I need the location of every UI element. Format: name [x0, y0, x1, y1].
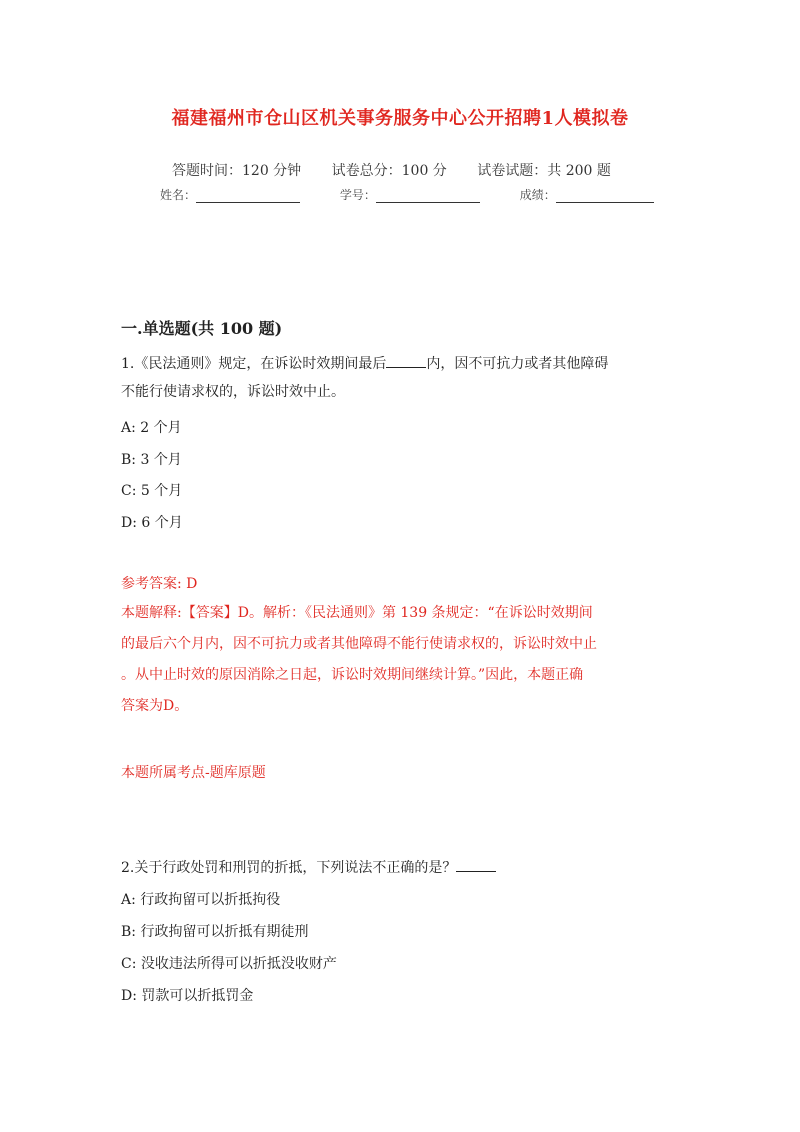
explanation-line: 的最后六个月内，因不可抗力或者其他障碍不能行使请求权的，诉讼时效中止 — [121, 636, 597, 652]
question-2-option-c: C: 没收违法所得可以折抵没收财产 — [121, 956, 337, 972]
total-questions: 试卷试题：共 200 题 — [477, 163, 611, 179]
explanation-line: 答案为D。 — [121, 698, 189, 714]
question-1-option-b: B: 3 个月 — [121, 452, 182, 468]
question-1-blank — [386, 353, 426, 368]
question-1-text-b: 内，因不可抗力或者其他障碍 — [426, 356, 609, 372]
student-info-row — [160, 186, 690, 203]
exam-title: 福建福州市仓山区机关事务服务中心公开招聘1人模拟卷 — [171, 108, 629, 129]
name-field — [160, 186, 300, 203]
score-label: 成绩： — [519, 188, 556, 202]
name-blank — [196, 190, 300, 203]
exam-time: 答题时间：120 分钟 — [172, 163, 302, 179]
question-1-option-d: D: 6 个月 — [121, 515, 183, 531]
question-1-answer: 参考答案: D — [121, 576, 198, 592]
total-score: 试卷总分：100 分 — [331, 163, 447, 179]
question-2-option-d: D: 罚款可以折抵罚金 — [121, 988, 254, 1004]
question-1-text-c: 不能行使请求权的，诉讼时效中止。 — [121, 384, 345, 400]
exam-meta — [172, 160, 637, 180]
question-2-option-b: B: 行政拘留可以折抵有期徒刑 — [121, 924, 309, 940]
question-2-blank — [456, 857, 496, 872]
score-blank — [556, 190, 654, 203]
student-id-field — [340, 186, 480, 203]
student-id-blank — [376, 190, 480, 203]
question-2-text: 2.关于行政处罚和刑罚的折抵，下列说法不正确的是？ — [121, 860, 457, 876]
explanation-line: 本题解释:【答案】D。解析：《民法通则》第 139 条规定：“在诉讼时效期间 — [121, 605, 593, 621]
question-2-stem — [121, 857, 496, 877]
name-label: 姓名： — [160, 188, 197, 202]
student-id-label: 学号： — [339, 188, 376, 202]
section-title: 一.单选题(共 100 题) — [121, 319, 283, 338]
question-1-text-a: 1.《民法通则》规定，在诉讼时效期间最后 — [121, 356, 387, 372]
question-1-stem — [121, 350, 681, 406]
explanation-line: 。从中止时效的原因消除之日起，诉讼时效期间继续计算。”因此，本题正确 — [121, 667, 584, 683]
question-2-option-a: A: 行政拘留可以折抵拘役 — [121, 892, 281, 908]
question-1-option-c: C: 5 个月 — [121, 483, 183, 499]
score-field — [520, 186, 654, 203]
question-1-explanation — [121, 598, 681, 722]
question-1-option-a: A: 2 个月 — [121, 420, 182, 436]
question-1-source: 本题所属考点-题库原题 — [121, 765, 266, 781]
